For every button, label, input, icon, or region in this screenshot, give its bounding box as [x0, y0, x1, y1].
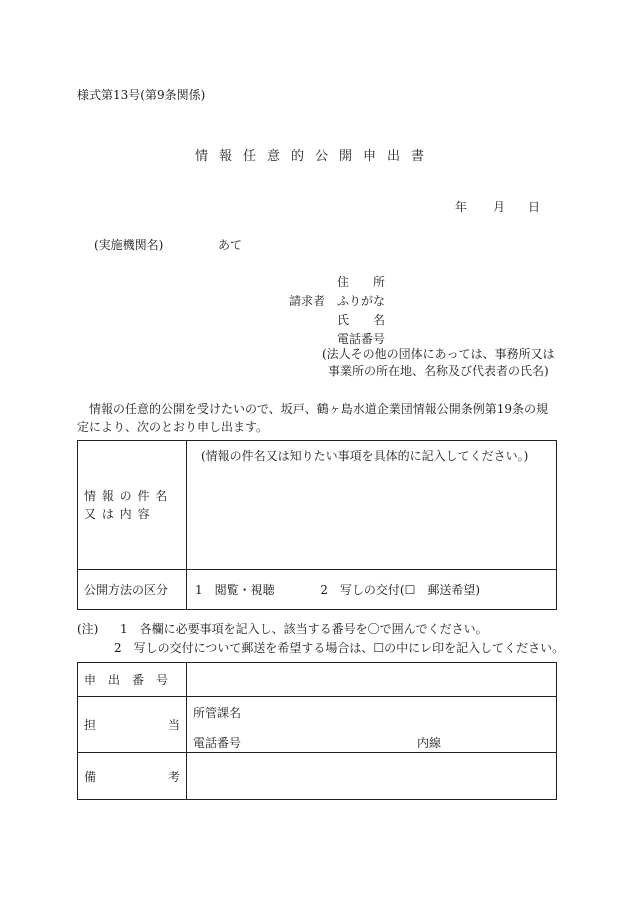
requester-role: 請求者 — [289, 294, 326, 308]
staff-phone-label: 電話番号 — [193, 736, 242, 750]
date-month: 月 — [493, 200, 506, 214]
staff-label-left: 担 — [84, 718, 97, 732]
subject-label-line-1: 情 報 の 件 名 — [84, 489, 169, 503]
note-1: 1 各欄に必要事項を記入し、該当する番号を〇で囲んでください。 — [120, 622, 488, 636]
requester-note-line-1: (法人その他の団体にあっては、事務所又は — [322, 347, 555, 361]
document-title: 情報任意的公開申出書 — [194, 149, 435, 164]
requester-note-line-2: 事業所の所在地、名称及び代表者の氏名) — [328, 364, 549, 378]
method-row — [78, 570, 557, 610]
staff-label-cell — [78, 697, 187, 753]
notes-prefix: (注) — [77, 622, 99, 636]
note-2: 2 写しの交付について郵送を希望する場合は、☐の中にレ印を記入してください。 — [114, 641, 565, 655]
addressee-suffix: あて — [218, 238, 243, 252]
remarks-row — [78, 753, 557, 800]
extension-label: 内線 — [417, 736, 442, 750]
subject-input-cell[interactable] — [187, 441, 557, 570]
subject-hint: (情報の件名又は知りたい事項を具体的に記入してください。) — [201, 449, 529, 463]
staff-row — [78, 697, 557, 753]
requester-phone-label: 電話番号 — [337, 332, 386, 346]
method-option-copy[interactable]: 2 写しの交付(☐ 郵送希望) — [320, 583, 481, 597]
remarks-label-cell — [78, 753, 187, 800]
staff-cell[interactable] — [187, 697, 557, 753]
requester-address-label: 住 所 — [337, 275, 386, 289]
application-number-cell[interactable] — [187, 663, 557, 697]
application-number-label: 申 出 番 号 — [78, 663, 187, 697]
subject-label-cell — [78, 441, 187, 570]
subject-label-line-2: 又 は 内 容 — [84, 507, 151, 521]
department-label: 所管課名 — [193, 706, 242, 720]
requester-name-label: 氏 名 — [337, 313, 386, 327]
intro-text: 情報の任意的公開を受けたいので、坂戸、鶴ヶ島水道企業団情報公開条例第19条の規定により、次のとおり申し出ます。 — [77, 402, 549, 434]
subject-row — [78, 441, 557, 570]
staff-label-right: 当 — [167, 718, 180, 732]
application-number-row — [78, 663, 557, 697]
requester-furigana-label: ふりがな — [337, 294, 386, 308]
form-number: 様式第13号(第9条関係) — [77, 88, 206, 102]
method-label: 公開方法の区分 — [78, 570, 187, 610]
office-use-table — [77, 662, 557, 800]
remarks-label-right: 考 — [167, 769, 180, 784]
addressee-label: (実施機関名) — [94, 238, 164, 252]
remarks-cell[interactable] — [187, 753, 557, 800]
notes — [77, 620, 564, 658]
method-option-view[interactable]: 1 閲覧・視聴 — [195, 583, 275, 597]
requester-note — [322, 346, 555, 380]
date-day: 日 — [528, 200, 541, 214]
method-options-cell — [187, 570, 557, 610]
date-year: 年 — [455, 200, 468, 214]
request-table — [77, 440, 557, 610]
remarks-label-left: 備 — [84, 769, 97, 784]
